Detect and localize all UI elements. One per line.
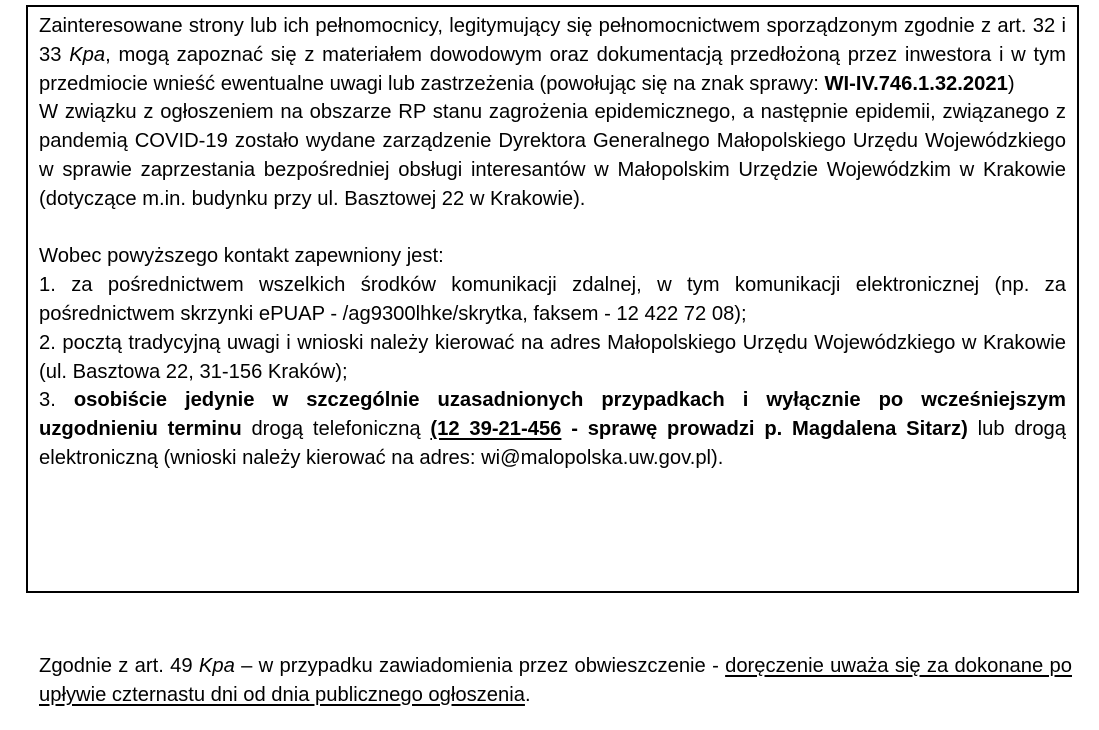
contact-item-1: 1. za pośrednictwem wszelkich środków komunikacji zdalnej, w tym komunikacji elektronicznej (np. za pośrednictwem skrzynki ePUAP - /ag9300lhke/skrytka, faksem - 12 422 72 08); xyxy=(39,274,1066,325)
kpa-abbrev: Kpa xyxy=(69,43,106,66)
delivery-notice: Zgodnie z art. 49 Kpa – w przypadku zawiadomienia przez obwieszczenie - doręczenie uważa się za dokonane po upływie czternastu dni od dnia publicznego ogłoszenia. xyxy=(39,655,1072,706)
delivery-underlined-text: doręczenie uważa się za dokonane po upływie czternastu dni od dnia publicznego ogłoszenia xyxy=(39,655,1072,706)
phone-number: (12 39-21-456 xyxy=(430,418,562,441)
bordered-text-box xyxy=(26,5,1079,593)
epidemic-paragraph: W związku z ogłoszeniem na obszarze RP stanu zagrożenia epidemicznego, a następnie epidemii, związanego z pandemią COVID-19 zostało wydane zarządzenie Dyrektora Generalnego Małopolskiego Urzędu Wojewódzkiego w sprawie zaprzestania bezpośredniej obsługi interesantów w Małopolskim Urzędzie Wojewódzkim w Krakowie (dotyczące m.in. budynku przy ul. Basztowej 22 w Krakowie). xyxy=(39,101,1066,210)
contact-intro: Wobec powyższego kontakt zapewniony jest: xyxy=(39,245,444,268)
contact-item-3: 3. osobiście jedynie w szczególnie uzasadnionych przypadkach i wyłącznie po wcześniejszym uzgodnieniu terminu drogą telefoniczną (12 39-21-456 - sprawę prowadzi p. Magdalena Sitarz) lub drogą elektroniczną (wnioski należy kierować na adres: wi@malopolska.uw.gov.pl). xyxy=(39,389,1066,469)
case-number: WI-IV.746.1.32.2021 xyxy=(824,72,1008,95)
blank-line xyxy=(39,214,1066,243)
materials-access-paragraph: Zainteresowane strony lub ich pełnomocnicy, legitymujący się pełnomocnictwem sporządzonym zgodnie z art. 32 i 33 Kpa, mogą zapoznać się z materiałem dowodowym oraz dokumentacją przedłożoną przez inwestora i w tym przedmiocie wnieść ewentualne uwagi lub zastrzeżenia (powołując się na znak sprawy: WI-IV.746.1.32.2021) xyxy=(39,15,1066,95)
contact-item-2: 2. pocztą tradycyjną uwagi i wnioski należy kierować na adres Małopolskiego Urzędu Wojewódzkiego w Krakowie (ul. Basztowa 22, 31-156 Kraków); xyxy=(39,331,1066,383)
